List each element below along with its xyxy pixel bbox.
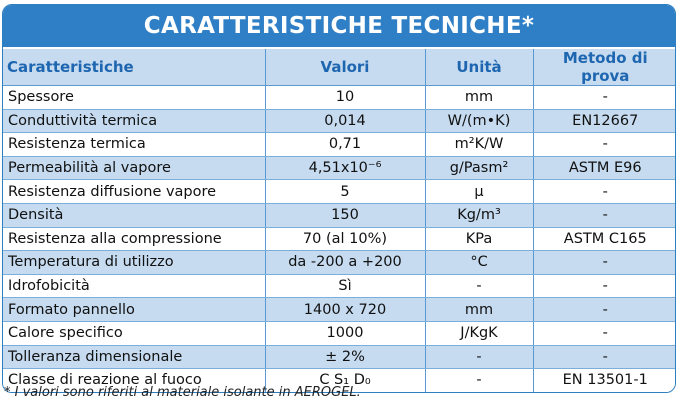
table-row [3,203,676,227]
cell-unit: g/Pasm² [425,156,533,180]
cell-characteristic: Classe di reazione al fuoco [3,369,265,392]
cell-test-method: - [533,203,676,227]
cell-unit: m²K/W [425,133,533,157]
cell-unit: mm [425,86,533,110]
cell-value: 70 (al 10%) [265,227,425,251]
cell-test-method: - [533,251,676,275]
table-body [3,86,676,392]
cell-unit: mm [425,298,533,322]
cell-characteristic: Spessore [3,86,265,110]
cell-unit: - [425,369,533,392]
cell-test-method: - [533,274,676,298]
cell-characteristic: Calore specifico [3,321,265,345]
cell-value: da -200 a +200 [265,251,425,275]
cell-value: 150 [265,203,425,227]
spec-table-panel [2,4,676,393]
cell-value: C S₁ D₀ [265,369,425,392]
table-row [3,251,676,275]
cell-value: ± 2% [265,345,425,369]
cell-value: 1000 [265,321,425,345]
cell-unit: KPa [425,227,533,251]
table-row [3,227,676,251]
cell-test-method: - [533,321,676,345]
cell-unit: μ [425,180,533,204]
cell-unit: J/KgK [425,321,533,345]
table-row [3,86,676,110]
cell-characteristic: Idrofobicità [3,274,265,298]
table-row [3,180,676,204]
header-row [3,49,676,86]
table-row [3,345,676,369]
table-row [3,133,676,157]
cell-value: 0,014 [265,109,425,133]
cell-unit: W/(m•K) [425,109,533,133]
table-row [3,321,676,345]
cell-characteristic: Temperatura di utilizzo [3,251,265,275]
cell-characteristic: Resistenza termica [3,133,265,157]
cell-test-method: ASTM E96 [533,156,676,180]
cell-value: 1400 x 720 [265,298,425,322]
cell-characteristic: Resistenza alla compressione [3,227,265,251]
cell-value: 5 [265,180,425,204]
cell-characteristic: Densità [3,203,265,227]
footnote: * I valori sono riferiti al materiale isolante in AEROGEL. [4,385,361,400]
cell-test-method: - [533,298,676,322]
cell-unit: - [425,345,533,369]
spec-table [3,49,676,392]
cell-test-method: EN 13501-1 [533,369,676,392]
cell-test-method: - [533,133,676,157]
cell-unit: °C [425,251,533,275]
title-bar [3,5,675,49]
cell-test-method: ASTM C165 [533,227,676,251]
cell-characteristic: Conduttività termica [3,109,265,133]
cell-test-method: EN12667 [533,109,676,133]
cell-characteristic: Tolleranza dimensionale [3,345,265,369]
cell-value: 10 [265,86,425,110]
cell-test-method: - [533,86,676,110]
column-header-characteristic: Caratteristiche [3,49,265,86]
cell-test-method: - [533,180,676,204]
table-row [3,109,676,133]
cell-characteristic: Formato pannello [3,298,265,322]
table-row [3,298,676,322]
cell-test-method: - [533,345,676,369]
column-header-test-method: Metodo di prova [533,49,676,86]
cell-value: 0,71 [265,133,425,157]
table-row [3,156,676,180]
page-title: CARATTERISTICHE TECNICHE* [143,13,535,39]
table-row [3,274,676,298]
column-header-unit: Unità [425,49,533,86]
column-header-value: Valori [265,49,425,86]
cell-value: Sì [265,274,425,298]
cell-unit: - [425,274,533,298]
cell-value: 4,51x10⁻⁶ [265,156,425,180]
cell-characteristic: Resistenza diffusione vapore [3,180,265,204]
cell-unit: Kg/m³ [425,203,533,227]
cell-characteristic: Permeabilità al vapore [3,156,265,180]
